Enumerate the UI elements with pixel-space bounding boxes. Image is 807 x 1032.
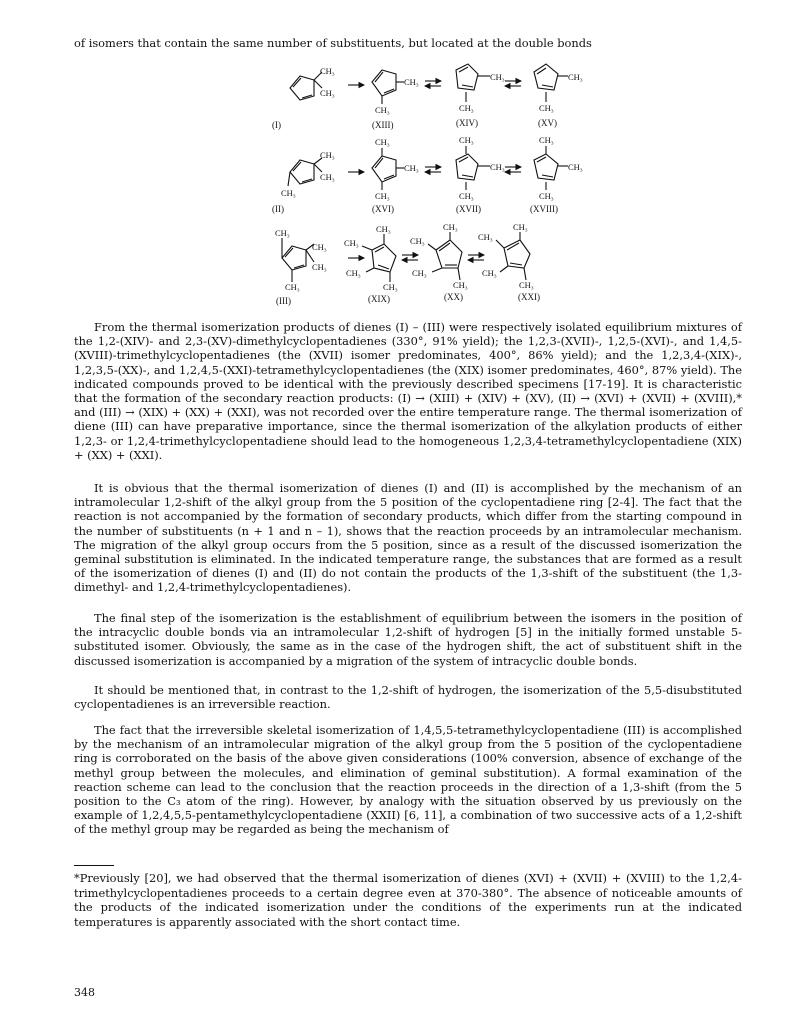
- reaction-scheme: [0, 0, 807, 320]
- ch3-label: CH₃: [410, 236, 425, 246]
- ch3-label: CH₃: [285, 282, 300, 292]
- ch3-label: CH₃: [459, 191, 474, 201]
- compound-label: (XV): [538, 118, 557, 128]
- ch3-label: CH₃: [478, 232, 493, 242]
- ch3-label: CH₃: [519, 280, 534, 290]
- compound-label: (III): [276, 296, 291, 306]
- ch3-label: CH₃: [490, 162, 505, 172]
- page-number: 348: [74, 986, 95, 999]
- ch3-label: CH₃: [453, 280, 468, 290]
- ch3-label: CH₃: [320, 172, 335, 182]
- paragraph-text: The fact that the irreversible skeletal isomerization of 1,4,5,5-tetramethylcyclopentadiene (III) is accomplished by the mechanism of an intramolecular migration of the alkyl group from the 5 position of the cyclopentadiene ring is corroborated on the basis of the above given considerations (100% conversion, absence of exchange of the methyl group between the molecules, and elimination of geminal substitution). A formal examination of the reaction scheme can lead to the conclusion that the reaction proceeds in the direction of a 1,3-shift (from the 5 position to the C₃ atom of the ring). However, by analogy with the situation observed by us previously on the example of 1,2,4,5,5-pentamethylcyclopentadiene (XXII) [6, 11], a combination of two successive acts of a 1,2-shift of the methyl group may be regarded as being the mechanism of: [74, 723, 742, 837]
- compound-label: (XIII): [372, 120, 394, 130]
- paragraph-text: The final step of the isomerization is the establishment of equilibrium between the isomers in the position of the intracyclic double bonds via an intramolecular 1,2-shift of hydrogen [5] in the initially formed unstable 5-substituted isomer. Obviously, the same as in the case of the hydrogen shift, the act of substituent shift in the discussed isomerization is accompanied by a migration of the system of intracyclic double bonds.: [74, 611, 742, 668]
- compound-label: (XXI): [518, 292, 540, 302]
- compound-label: (XVIII): [530, 204, 558, 214]
- ch3-label: CH₃: [376, 224, 391, 234]
- ch3-label: CH₃: [490, 72, 505, 82]
- ch3-label: CH₃: [320, 88, 335, 98]
- scheme-text: [272, 66, 583, 306]
- compound-label: (II): [272, 204, 284, 214]
- compound-label: (XVII): [456, 204, 481, 214]
- ch3-label: CH₃: [539, 135, 554, 145]
- paragraph: [74, 723, 742, 837]
- ch3-label: CH₃: [404, 77, 419, 87]
- ch3-label: CH₃: [344, 238, 359, 248]
- ch3-label: CH₃: [275, 228, 290, 238]
- ch3-label: CH₃: [383, 282, 398, 292]
- ch3-label: CH₃: [375, 137, 390, 147]
- ch3-label: CH₃: [375, 105, 390, 115]
- ch3-label: CH₃: [312, 262, 327, 272]
- ch3-label: CH₃: [513, 222, 528, 232]
- footnote: *Previously [20], we had observed that the thermal isomerization of dienes (XVI) + (XVII) + (XVIII) to the 1,2,4-trimethylcyclopentadienes proceeds to a certain degree even at 370-380°. The absence of noticeable amounts of the products of the indicated isomerization under the conditions of the experiments run at the indicated temperatures is apparently associated with the short contact time.: [74, 871, 742, 929]
- ch3-label: CH₃: [459, 103, 474, 113]
- ch3-label: CH₃: [346, 268, 361, 278]
- compound-label: (I): [272, 120, 281, 130]
- ch3-label: CH₃: [568, 162, 583, 172]
- paragraph: [74, 481, 742, 595]
- compound-label: (XX): [444, 292, 463, 302]
- paragraph-text: It should be mentioned that, in contrast to the 1,2-shift of hydrogen, the isomerization of the 5,5-disubstituted cyclopentadienes is an irreversible reaction.: [74, 683, 742, 712]
- paragraph: [74, 320, 742, 462]
- ch3-label: CH₃: [320, 150, 335, 160]
- ch3-label: CH₃: [320, 66, 335, 76]
- ch3-label: CH₃: [312, 242, 327, 252]
- compound-label: (XIX): [368, 294, 390, 304]
- intro-line: of isomers that contain the same number of substituents, but located at the double bonds: [74, 36, 592, 50]
- paragraph: [74, 683, 742, 711]
- ch3-label: CH₃: [281, 188, 296, 198]
- compound-label: (XIV): [456, 118, 478, 128]
- ch3-label: CH₃: [404, 163, 419, 173]
- ch3-label: CH₃: [539, 191, 554, 201]
- ch3-label: CH₃: [568, 72, 583, 82]
- paragraph: [74, 611, 742, 668]
- paragraph-text: It is obvious that the thermal isomerization of dienes (I) and (II) is accomplished by the mechanism of an intramolecular 1,2-shift of the alkyl group from the 5 position of the cyclopentadiene ring [2-4]. The fact that the reaction is not accompanied by the formation of secondary products, which differ from the starting compound in the number of substituents (n + 1 and n – 1), shows that the reaction proceeds by an intramolecular mechanism. The migration of the alkyl group occurs from the 5 position, since as a result of the discussed isomerization the geminal substitution is eliminated. In the indicated temperature range, the substances that are formed as a result of the isomerization of dienes (I) and (II) do not contain the products of the 1,3-shift of the substituent (the 1,3-dimethyl- and 1,2,4-trimethylcyclopentadienes).: [74, 481, 742, 595]
- ch3-label: CH₃: [443, 222, 458, 232]
- ch3-label: CH₃: [375, 191, 390, 201]
- paragraph-text: From the thermal isomerization products of dienes (I) – (III) were respectively isolated equilibrium mixtures of the 1,2-(XIV)- and 2,3-(XV)-dimethylcyclopentadienes (330°, 91% yield); the 1,2,3-(XVII)-, 1,2,5-(XVI)-, and 1,4,5-(XVIII)-trimethylcyclopentadienes (the (XVII) isomer predominates, 400°, 86% yield); and the 1,2,3,4-(XIX)-, 1,2,3,5-(XX)-, and 1,2,4,5-(XXI)-tetramethylcyclopentadienes (the (XIX) isomer predominates, 460°, 87% yield). The indicated compounds proved to be identical with the previously described specimens [17-19]. It is characteristic that the formation of the secondary reaction products: (I) → (XIII) + (XIV) + (XV), (II) → (XVI) + (XVII) + (XVIII),* and (III) → (XIX) + (XX) + (XXI), was not recorded over the entire temperature range. The thermal isomerization of diene (III) can have preparative importance, since the thermal isomerization of the alkylation products of either 1,2,3- or 1,2,4-trimethylcyclopentadiene should lead to the homogeneous 1,2,3,4-tetramethylcyclopentadiene (XIX) + (XX) + (XXI).: [74, 320, 742, 462]
- ch3-label: CH₃: [459, 135, 474, 145]
- ch3-label: CH₃: [412, 268, 427, 278]
- ring-I: [290, 76, 314, 100]
- footnote-rule: [74, 865, 114, 866]
- compound-label: (XVI): [372, 204, 394, 214]
- ch3-label: CH₃: [482, 268, 497, 278]
- ch3-label: CH₃: [539, 103, 554, 113]
